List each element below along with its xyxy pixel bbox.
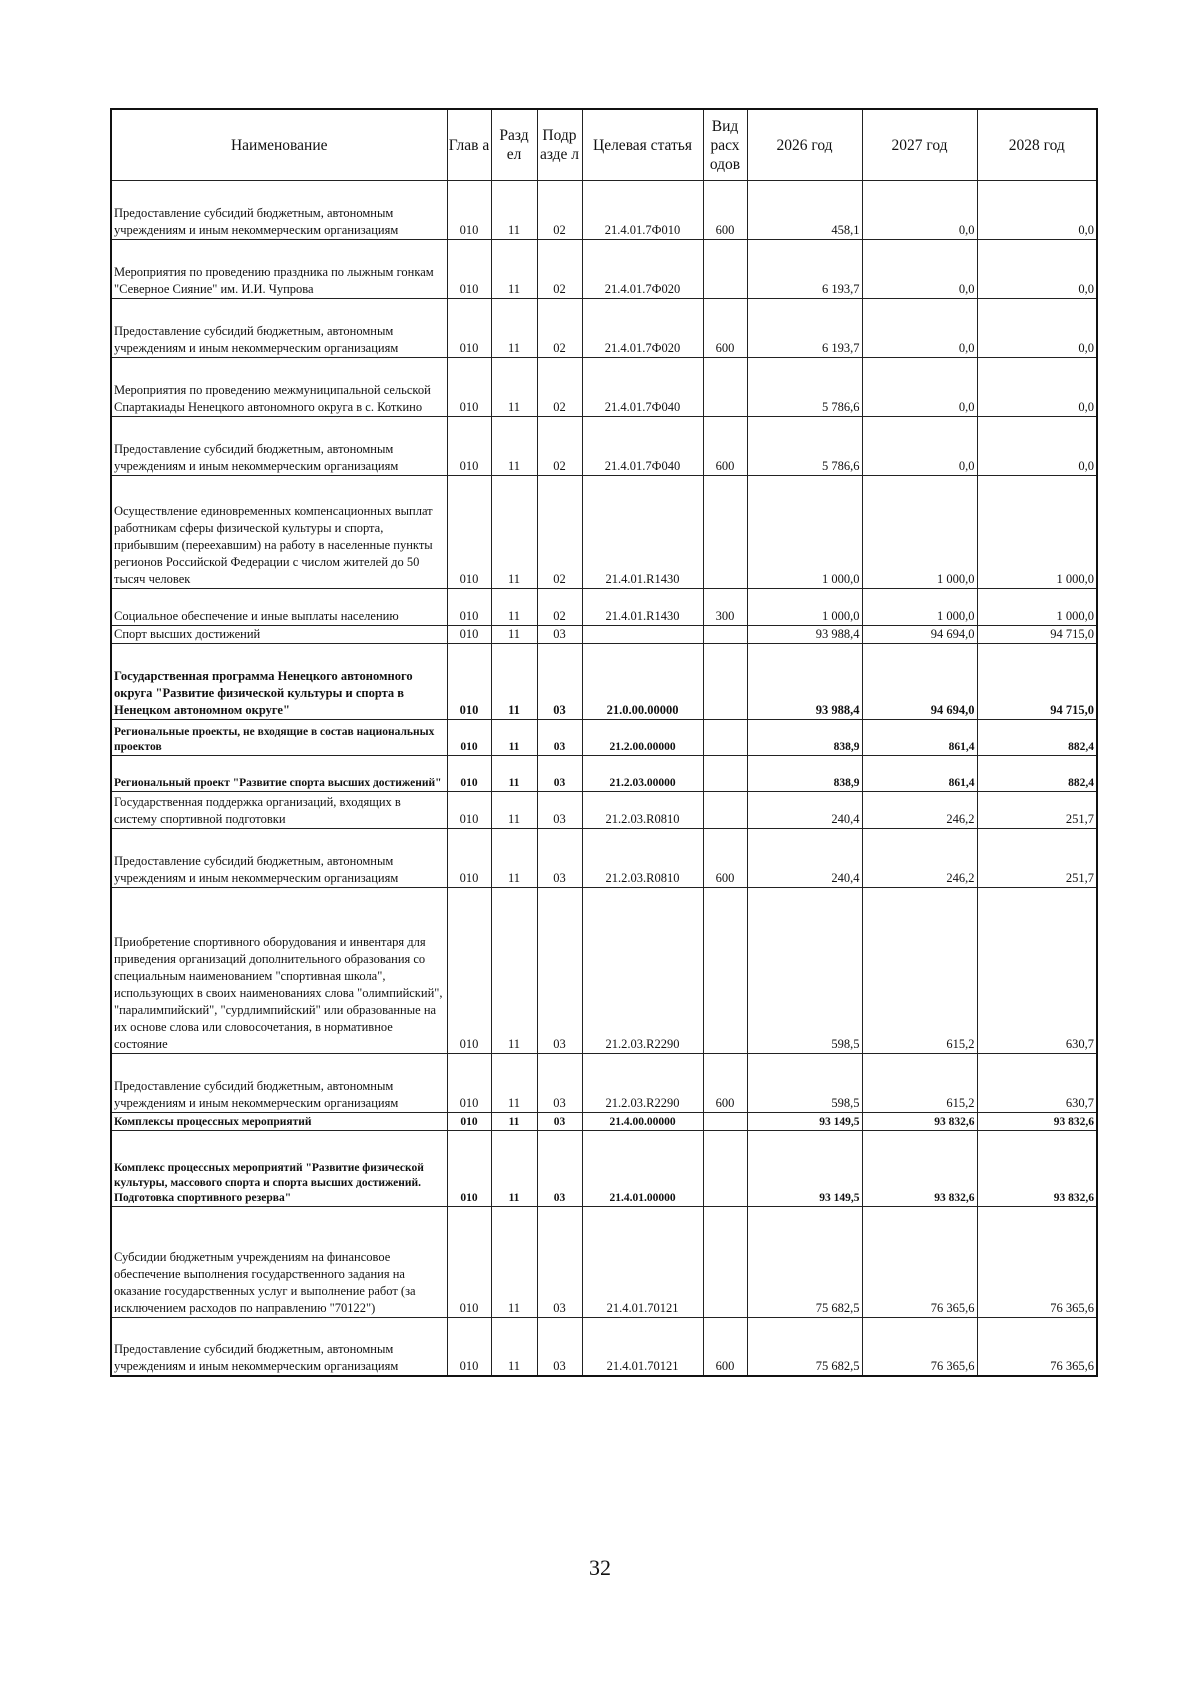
cell-2028: 630,7 [977, 888, 1097, 1054]
cell-2028: 0,0 [977, 417, 1097, 476]
cell-2028: 1 000,0 [977, 589, 1097, 626]
cell-razdel: 11 [491, 626, 537, 644]
cell-celevaya-statya: 21.2.03.R2290 [582, 888, 703, 1054]
table-row [111, 417, 1097, 476]
cell-name: Субсидии бюджетным учреждениям на финансовое обеспечение выполнения государственного задания на оказание государственных услуг и выполнение работ (за исключением расходов по направлению "70122") [111, 1207, 447, 1318]
table-row [111, 829, 1097, 888]
header-row [111, 109, 1097, 181]
budget-table [110, 108, 1098, 1377]
table-row [111, 1207, 1097, 1318]
cell-celevaya-statya [582, 626, 703, 644]
cell-2028: 0,0 [977, 181, 1097, 240]
cell-2027: 0,0 [862, 299, 977, 358]
cell-glava: 010 [447, 476, 491, 589]
cell-glava: 010 [447, 1131, 491, 1207]
cell-vid-rashodov [703, 240, 747, 299]
table-row [111, 476, 1097, 589]
cell-name: Предоставление субсидий бюджетным, автономным учреждениям и иным некоммерческим организациям [111, 417, 447, 476]
table-row [111, 756, 1097, 792]
cell-razdel: 11 [491, 476, 537, 589]
cell-glava: 010 [447, 417, 491, 476]
cell-razdel: 11 [491, 1054, 537, 1113]
cell-celevaya-statya: 21.4.01.R1430 [582, 476, 703, 589]
cell-2028: 630,7 [977, 1054, 1097, 1113]
cell-glava: 010 [447, 589, 491, 626]
cell-razdel: 11 [491, 240, 537, 299]
cell-celevaya-statya: 21.2.03.R0810 [582, 792, 703, 829]
cell-2026: 598,5 [747, 1054, 862, 1113]
cell-vid-rashodov [703, 1207, 747, 1318]
cell-celevaya-statya: 21.0.00.00000 [582, 644, 703, 720]
cell-celevaya-statya: 21.4.01.00000 [582, 1131, 703, 1207]
cell-celevaya-statya: 21.2.03.R2290 [582, 1054, 703, 1113]
cell-razdel: 11 [491, 888, 537, 1054]
cell-vid-rashodov [703, 720, 747, 756]
header-podrazdel: Подр азде л [537, 109, 582, 181]
cell-2027: 93 832,6 [862, 1131, 977, 1207]
cell-2027: 246,2 [862, 792, 977, 829]
cell-vid-rashodov: 600 [703, 299, 747, 358]
table-row [111, 720, 1097, 756]
cell-2026: 5 786,6 [747, 417, 862, 476]
cell-celevaya-statya: 21.4.00.00000 [582, 1113, 703, 1131]
page-number: 32 [589, 1555, 611, 1580]
header-2028: 2028 год [977, 109, 1097, 181]
cell-2026: 240,4 [747, 829, 862, 888]
cell-razdel: 11 [491, 358, 537, 417]
cell-glava: 010 [447, 1318, 491, 1376]
cell-2026: 240,4 [747, 792, 862, 829]
cell-vid-rashodov [703, 792, 747, 829]
cell-podrazdel: 02 [537, 417, 582, 476]
cell-2027: 615,2 [862, 888, 977, 1054]
cell-glava: 010 [447, 299, 491, 358]
cell-razdel: 11 [491, 756, 537, 792]
cell-glava: 010 [447, 240, 491, 299]
cell-2026: 6 193,7 [747, 240, 862, 299]
cell-2028: 882,4 [977, 720, 1097, 756]
cell-celevaya-statya: 21.2.03.00000 [582, 756, 703, 792]
cell-razdel: 11 [491, 720, 537, 756]
cell-podrazdel: 03 [537, 1207, 582, 1318]
cell-razdel: 11 [491, 589, 537, 626]
cell-name: Предоставление субсидий бюджетным, автономным учреждениям и иным некоммерческим организациям [111, 299, 447, 358]
cell-2027: 93 832,6 [862, 1113, 977, 1131]
cell-2027: 94 694,0 [862, 644, 977, 720]
cell-vid-rashodov: 600 [703, 1054, 747, 1113]
cell-2027: 0,0 [862, 181, 977, 240]
cell-podrazdel: 03 [537, 644, 582, 720]
cell-2026: 5 786,6 [747, 358, 862, 417]
cell-name: Социальное обеспечение и иные выплаты населению [111, 589, 447, 626]
cell-name: Предоставление субсидий бюджетным, автономным учреждениям и иным некоммерческим организациям [111, 1318, 447, 1376]
cell-glava: 010 [447, 720, 491, 756]
cell-2028: 76 365,6 [977, 1318, 1097, 1376]
cell-2026: 1 000,0 [747, 589, 862, 626]
cell-name: Региональные проекты, не входящие в состав национальных проектов [111, 720, 447, 756]
table-row [111, 589, 1097, 626]
cell-2028: 93 832,6 [977, 1131, 1097, 1207]
cell-podrazdel: 03 [537, 720, 582, 756]
cell-2028: 1 000,0 [977, 476, 1097, 589]
header-glava: Глав а [447, 109, 491, 181]
cell-podrazdel: 02 [537, 589, 582, 626]
cell-name: Государственная поддержка организаций, входящих в систему спортивной подготовки [111, 792, 447, 829]
cell-vid-rashodov [703, 358, 747, 417]
cell-razdel: 11 [491, 417, 537, 476]
cell-glava: 010 [447, 756, 491, 792]
cell-podrazdel: 02 [537, 299, 582, 358]
cell-2027: 615,2 [862, 1054, 977, 1113]
cell-2027: 76 365,6 [862, 1318, 977, 1376]
cell-vid-rashodov [703, 626, 747, 644]
cell-2026: 75 682,5 [747, 1207, 862, 1318]
table-row [111, 888, 1097, 1054]
table-row [111, 1054, 1097, 1113]
cell-celevaya-statya: 21.4.01.7Ф040 [582, 358, 703, 417]
cell-2027: 94 694,0 [862, 626, 977, 644]
cell-razdel: 11 [491, 792, 537, 829]
cell-glava: 010 [447, 644, 491, 720]
cell-vid-rashodov [703, 644, 747, 720]
table-row [111, 358, 1097, 417]
cell-glava: 010 [447, 1054, 491, 1113]
cell-2026: 838,9 [747, 756, 862, 792]
cell-2028: 251,7 [977, 792, 1097, 829]
cell-podrazdel: 03 [537, 626, 582, 644]
cell-podrazdel: 02 [537, 358, 582, 417]
table-row [111, 1131, 1097, 1207]
cell-2028: 93 832,6 [977, 1113, 1097, 1131]
cell-name: Комплекс процессных мероприятий "Развитие физической культуры, массового спорта и спорта высших достижений. Подготовка спортивного резерва" [111, 1131, 447, 1207]
cell-2026: 75 682,5 [747, 1318, 862, 1376]
table-row [111, 181, 1097, 240]
cell-2027: 0,0 [862, 417, 977, 476]
cell-podrazdel: 03 [537, 1131, 582, 1207]
cell-podrazdel: 03 [537, 756, 582, 792]
cell-glava: 010 [447, 888, 491, 1054]
cell-name: Спорт высших достижений [111, 626, 447, 644]
cell-2026: 458,1 [747, 181, 862, 240]
cell-razdel: 11 [491, 1113, 537, 1131]
cell-2027: 0,0 [862, 240, 977, 299]
cell-name: Комплексы процессных мероприятий [111, 1113, 447, 1131]
cell-name: Предоставление субсидий бюджетным, автономным учреждениям и иным некоммерческим организациям [111, 181, 447, 240]
cell-razdel: 11 [491, 181, 537, 240]
cell-podrazdel: 02 [537, 181, 582, 240]
cell-2028: 76 365,6 [977, 1207, 1097, 1318]
table-row [111, 626, 1097, 644]
cell-2026: 6 193,7 [747, 299, 862, 358]
header-2026: 2026 год [747, 109, 862, 181]
cell-name: Мероприятия по проведению праздника по лыжным гонкам "Северное Сияние" им. И.И. Чупрова [111, 240, 447, 299]
table-row [111, 644, 1097, 720]
table-row [111, 792, 1097, 829]
cell-vid-rashodov [703, 476, 747, 589]
header-vid-rashodov: Вид расх одов [703, 109, 747, 181]
cell-2027: 0,0 [862, 358, 977, 417]
cell-2027: 861,4 [862, 756, 977, 792]
cell-podrazdel: 02 [537, 476, 582, 589]
cell-razdel: 11 [491, 299, 537, 358]
cell-2026: 1 000,0 [747, 476, 862, 589]
cell-glava: 010 [447, 829, 491, 888]
header-razdel: Разд ел [491, 109, 537, 181]
cell-celevaya-statya: 21.4.01.7Ф020 [582, 299, 703, 358]
cell-podrazdel: 03 [537, 829, 582, 888]
cell-podrazdel: 02 [537, 240, 582, 299]
cell-name: Осуществление единовременных компенсационных выплат работникам сферы физической культуры и спорта, прибывшим (переехавшим) на работу в населенные пункты регионов Российской Федерации с числом жителей до 50 тысяч человек [111, 476, 447, 589]
cell-2028: 251,7 [977, 829, 1097, 888]
cell-2026: 93 988,4 [747, 644, 862, 720]
cell-glava: 010 [447, 626, 491, 644]
table-row [111, 299, 1097, 358]
cell-podrazdel: 03 [537, 792, 582, 829]
cell-2028: 0,0 [977, 358, 1097, 417]
cell-glava: 010 [447, 358, 491, 417]
cell-celevaya-statya: 21.4.01.7Ф010 [582, 181, 703, 240]
cell-razdel: 11 [491, 829, 537, 888]
cell-2027: 1 000,0 [862, 476, 977, 589]
cell-glava: 010 [447, 1113, 491, 1131]
table-row [111, 1113, 1097, 1131]
cell-2027: 246,2 [862, 829, 977, 888]
cell-glava: 010 [447, 181, 491, 240]
cell-vid-rashodov: 600 [703, 1318, 747, 1376]
cell-razdel: 11 [491, 1207, 537, 1318]
cell-glava: 010 [447, 792, 491, 829]
cell-celevaya-statya: 21.4.01.7Ф020 [582, 240, 703, 299]
cell-2026: 93 149,5 [747, 1113, 862, 1131]
cell-2028: 0,0 [977, 240, 1097, 299]
cell-razdel: 11 [491, 1131, 537, 1207]
header-2027: 2027 год [862, 109, 977, 181]
cell-name: Региональный проект "Развитие спорта высших достижений" [111, 756, 447, 792]
cell-vid-rashodov: 600 [703, 829, 747, 888]
cell-celevaya-statya: 21.2.03.R0810 [582, 829, 703, 888]
table-row [111, 240, 1097, 299]
cell-2028: 0,0 [977, 299, 1097, 358]
cell-name: Предоставление субсидий бюджетным, автономным учреждениям и иным некоммерческим организациям [111, 829, 447, 888]
cell-celevaya-statya: 21.2.00.00000 [582, 720, 703, 756]
cell-2028: 94 715,0 [977, 644, 1097, 720]
cell-name: Мероприятия по проведению межмуниципальной сельской Спартакиады Ненецкого автономного округа в с. Коткино [111, 358, 447, 417]
cell-vid-rashodov [703, 888, 747, 1054]
cell-celevaya-statya: 21.4.01.R1430 [582, 589, 703, 626]
cell-vid-rashodov [703, 756, 747, 792]
cell-razdel: 11 [491, 1318, 537, 1376]
cell-celevaya-statya: 21.4.01.70121 [582, 1207, 703, 1318]
cell-podrazdel: 03 [537, 888, 582, 1054]
cell-2026: 838,9 [747, 720, 862, 756]
cell-vid-rashodov [703, 1113, 747, 1131]
cell-podrazdel: 03 [537, 1054, 582, 1113]
cell-vid-rashodov [703, 1131, 747, 1207]
cell-2027: 1 000,0 [862, 589, 977, 626]
cell-name: Государственная программа Ненецкого автономного округа "Развитие физической культуры и спорта в Ненецком автономном округе" [111, 644, 447, 720]
cell-2028: 94 715,0 [977, 626, 1097, 644]
cell-2027: 76 365,6 [862, 1207, 977, 1318]
cell-name: Предоставление субсидий бюджетным, автономным учреждениям и иным некоммерческим организациям [111, 1054, 447, 1113]
cell-glava: 010 [447, 1207, 491, 1318]
cell-vid-rashodov: 600 [703, 181, 747, 240]
table-body [111, 181, 1097, 1376]
cell-name: Приобретение спортивного оборудования и инвентаря для приведения организаций дополнительного образования со специальным наименованием "спортивная школа", использующих в своих наименованиях слова "олимпийский", "паралимпийский", "сурдлимпийский" или образованные на их основе слова или словосочетания, в нормативное состояние [111, 888, 447, 1054]
cell-2027: 861,4 [862, 720, 977, 756]
cell-razdel: 11 [491, 644, 537, 720]
cell-2026: 93 149,5 [747, 1131, 862, 1207]
header-celevaya-statya: Целевая статья [582, 109, 703, 181]
cell-2028: 882,4 [977, 756, 1097, 792]
cell-2026: 93 988,4 [747, 626, 862, 644]
header-name: Наименование [111, 109, 447, 181]
cell-vid-rashodov: 600 [703, 417, 747, 476]
cell-vid-rashodov: 300 [703, 589, 747, 626]
cell-podrazdel: 03 [537, 1318, 582, 1376]
cell-celevaya-statya: 21.4.01.7Ф040 [582, 417, 703, 476]
cell-2026: 598,5 [747, 888, 862, 1054]
cell-podrazdel: 03 [537, 1113, 582, 1131]
table-row [111, 1318, 1097, 1376]
cell-celevaya-statya: 21.4.01.70121 [582, 1318, 703, 1376]
